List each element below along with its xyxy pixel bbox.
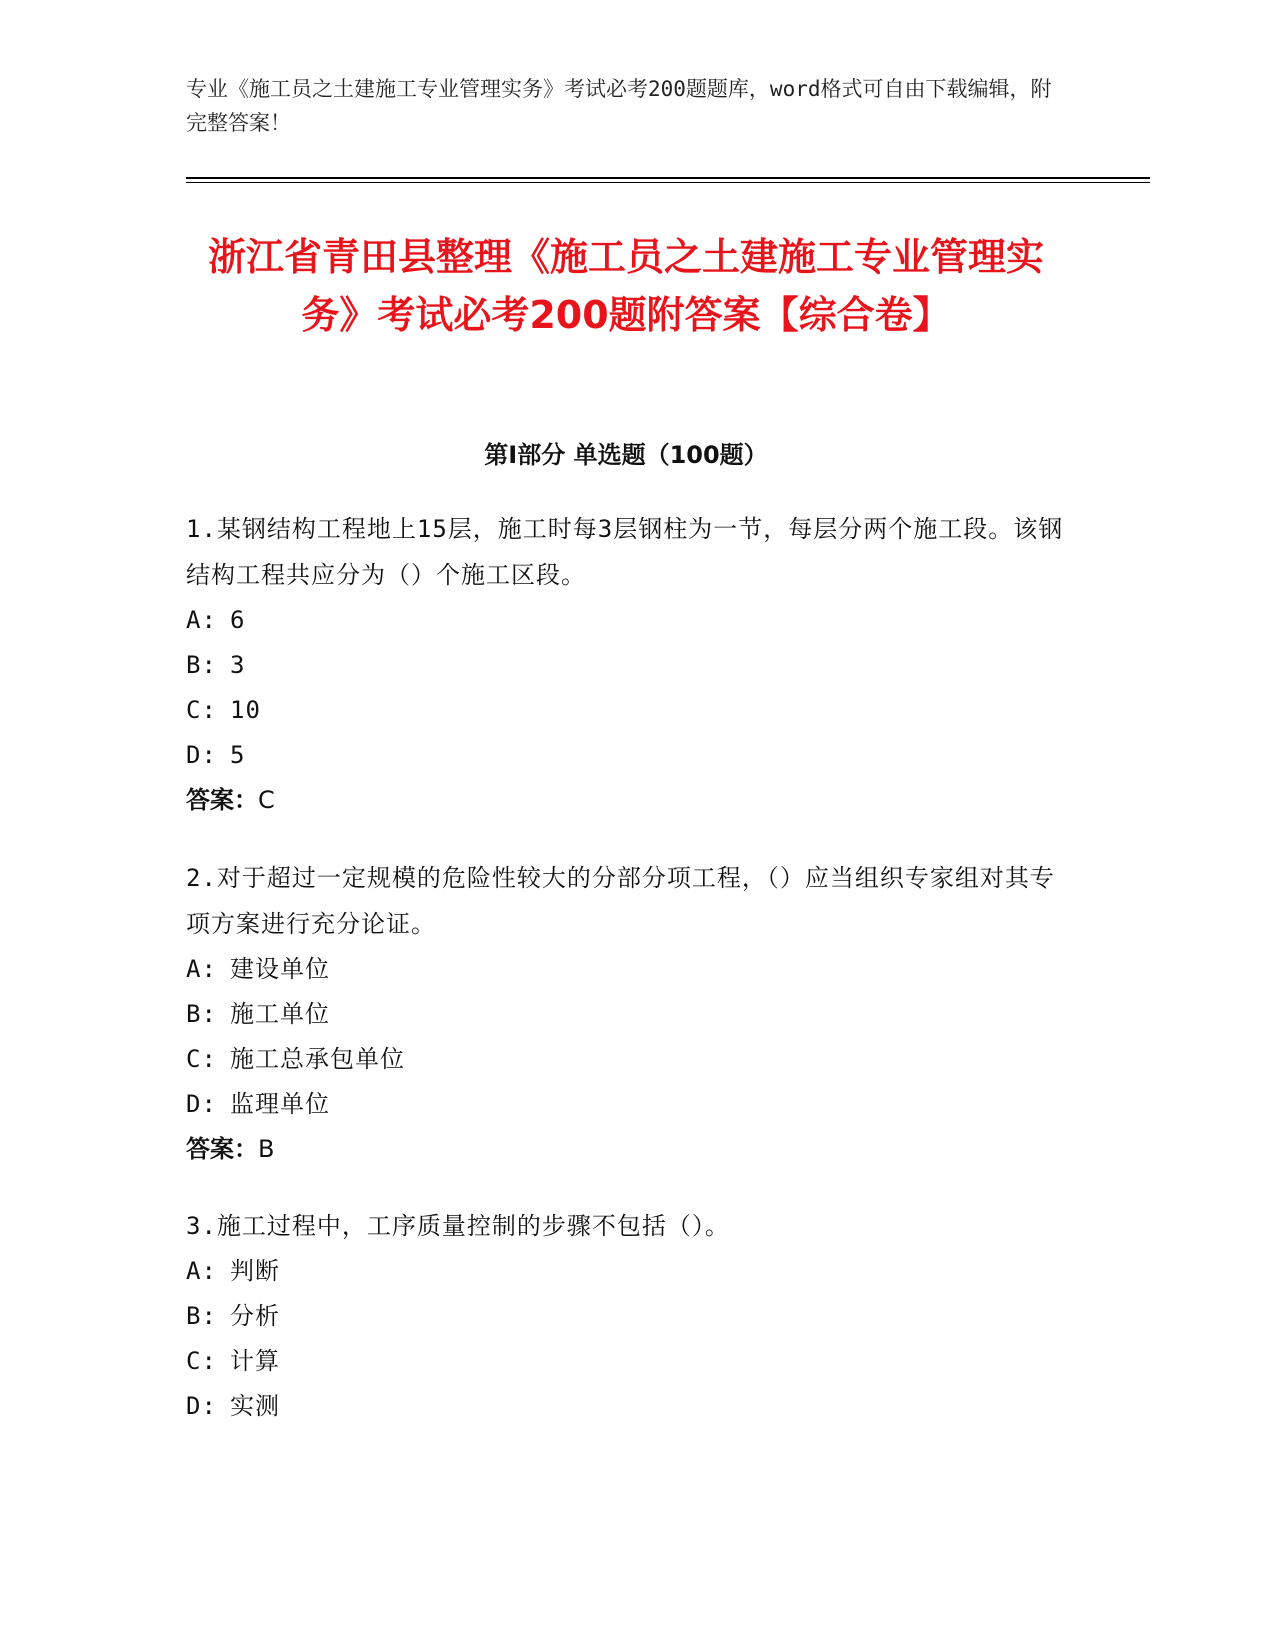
answer-label: 答案： (186, 1135, 258, 1163)
option-value: 实测 (230, 1392, 280, 1420)
option-value: 建设单位 (230, 955, 330, 983)
question-3 (186, 1203, 1066, 1429)
option-value: 10 (230, 696, 261, 724)
option-key: A: (186, 606, 217, 634)
answer-line (186, 1127, 1066, 1172)
option-a (186, 1249, 1066, 1294)
section-title: 第I部分 单选题（100题） (484, 441, 768, 469)
option-c (186, 1037, 1066, 1082)
question-1 (186, 506, 1066, 823)
option-key: C: (186, 1045, 217, 1073)
option-key: C: (186, 1347, 217, 1375)
option-d (186, 733, 1066, 778)
option-d (186, 1384, 1066, 1429)
option-b (186, 1294, 1066, 1339)
option-c (186, 688, 1066, 733)
header-note: 专业《施工员之土建施工专业管理实务》考试必考200题题库，word格式可自由下载编辑，附完整答案！ (186, 77, 1052, 135)
option-b (186, 992, 1066, 1037)
option-value: 3 (230, 651, 246, 679)
header-rule-thin (186, 182, 1150, 183)
option-key: B: (186, 651, 217, 679)
option-d (186, 1082, 1066, 1127)
option-value: 施工单位 (230, 1000, 330, 1028)
option-a (186, 598, 1066, 643)
question-text: 2.对于超过一定规模的危险性较大的分部分项工程，（）应当组织专家组对其专项方案进行充分论证。 (186, 864, 1055, 938)
option-key: A: (186, 1257, 217, 1285)
option-value: 分析 (230, 1302, 280, 1330)
question-2 (186, 855, 1066, 1172)
option-a (186, 947, 1066, 992)
option-value: 6 (230, 606, 246, 634)
option-value: 监理单位 (230, 1090, 330, 1118)
question-text: 1.某钢结构工程地上15层，施工时每3层钢柱为一节，每层分两个施工段。该钢结构工程共应分为（）个施工区段。 (186, 515, 1064, 589)
option-value: 计算 (230, 1347, 280, 1375)
option-value: 5 (230, 741, 246, 769)
option-key: D: (186, 741, 217, 769)
option-value: 判断 (230, 1257, 280, 1285)
answer-value: C (258, 786, 275, 814)
option-key: B: (186, 1302, 217, 1330)
header-rule-thick (186, 177, 1150, 179)
answer-value: B (258, 1135, 275, 1163)
option-value: 施工总承包单位 (230, 1045, 405, 1073)
option-key: D: (186, 1392, 217, 1420)
option-key: D: (186, 1090, 217, 1118)
option-key: A: (186, 955, 217, 983)
option-c (186, 1339, 1066, 1384)
question-text: 3.施工过程中，工序质量控制的步骤不包括（）。 (186, 1212, 730, 1240)
option-key: C: (186, 696, 217, 724)
answer-line (186, 778, 1066, 823)
document-title: 浙江省青田县整理《施工员之土建施工专业管理实务》考试必考200题附答案【综合卷】 (207, 235, 1044, 337)
answer-label: 答案： (186, 786, 258, 814)
option-b (186, 643, 1066, 688)
option-key: B: (186, 1000, 217, 1028)
